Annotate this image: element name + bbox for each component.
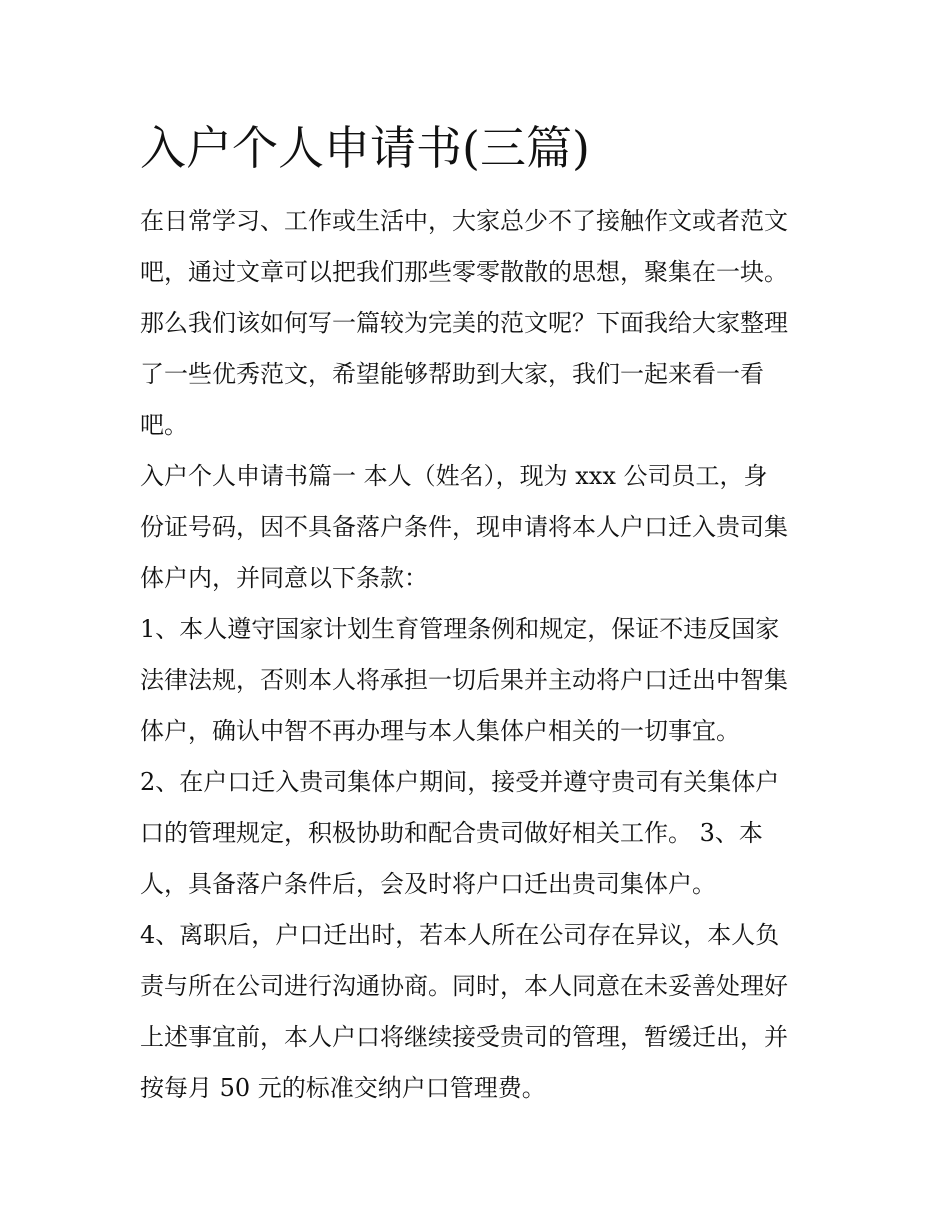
paragraph-line: 入户个人申请书篇一 本人（姓名），现为 xxx 公司员工，身 <box>140 462 768 490</box>
paragraph-line: 体户，确认中智不再办理与本人集体户相关的一切事宜。 <box>140 717 740 745</box>
paragraph-line: 体户内，并同意以下条款： <box>140 564 428 592</box>
paragraph-line: 了一些优秀范文，希望能够帮助到大家，我们一起来看一看 <box>140 360 764 388</box>
clause-1-paragraph <box>140 604 816 757</box>
paragraph-line: 口的管理规定，积极协助和配合贵司做好相关工作。 3、本 <box>140 819 763 847</box>
paragraph-line: 人，具备落户条件后，会及时将户口迁出贵司集体户。 <box>140 870 716 898</box>
paragraph-line: 在日常学习、工作或生活中，大家总少不了接触作文或者范文 <box>140 207 788 235</box>
paragraph-line: 份证号码，因不具备落户条件，现申请将本人户口迁入贵司集 <box>140 513 788 541</box>
paragraph-line: 4、离职后，户口迁出时，若本人所在公司存在异议，本人负 <box>140 921 780 949</box>
clause-4-paragraph <box>140 910 816 1114</box>
paragraph-line: 那么我们该如何写一篇较为完美的范文呢？下面我给大家整理 <box>140 309 788 337</box>
document-title: 入户个人申请书(三篇) <box>140 121 590 175</box>
paragraph-line: 2、在户口迁入贵司集体户期间，接受并遵守贵司有关集体户 <box>140 768 780 796</box>
clause-2-3-paragraph <box>140 757 816 910</box>
paragraph-line: 责与所在公司进行沟通协商。同时，本人同意在未妥善处理好 <box>140 972 788 1000</box>
paragraph-line: 1、本人遵守国家计划生育管理条例和规定，保证不违反国家 <box>140 615 780 643</box>
paragraph-line: 按每月 50 元的标准交纳户口管理费。 <box>140 1074 546 1102</box>
intro-paragraph <box>140 196 816 451</box>
paragraph-line: 法律法规，否则本人将承担一切后果并主动将户口迁出中智集 <box>140 666 788 694</box>
paragraph-line: 上述事宜前，本人户口将继续接受贵司的管理，暂缓迁出，并 <box>140 1023 788 1051</box>
paragraph-line: 吧，通过文章可以把我们那些零零散散的思想，聚集在一块。 <box>140 258 788 286</box>
application-opening-paragraph <box>140 451 816 604</box>
paragraph-line: 吧。 <box>140 411 188 439</box>
